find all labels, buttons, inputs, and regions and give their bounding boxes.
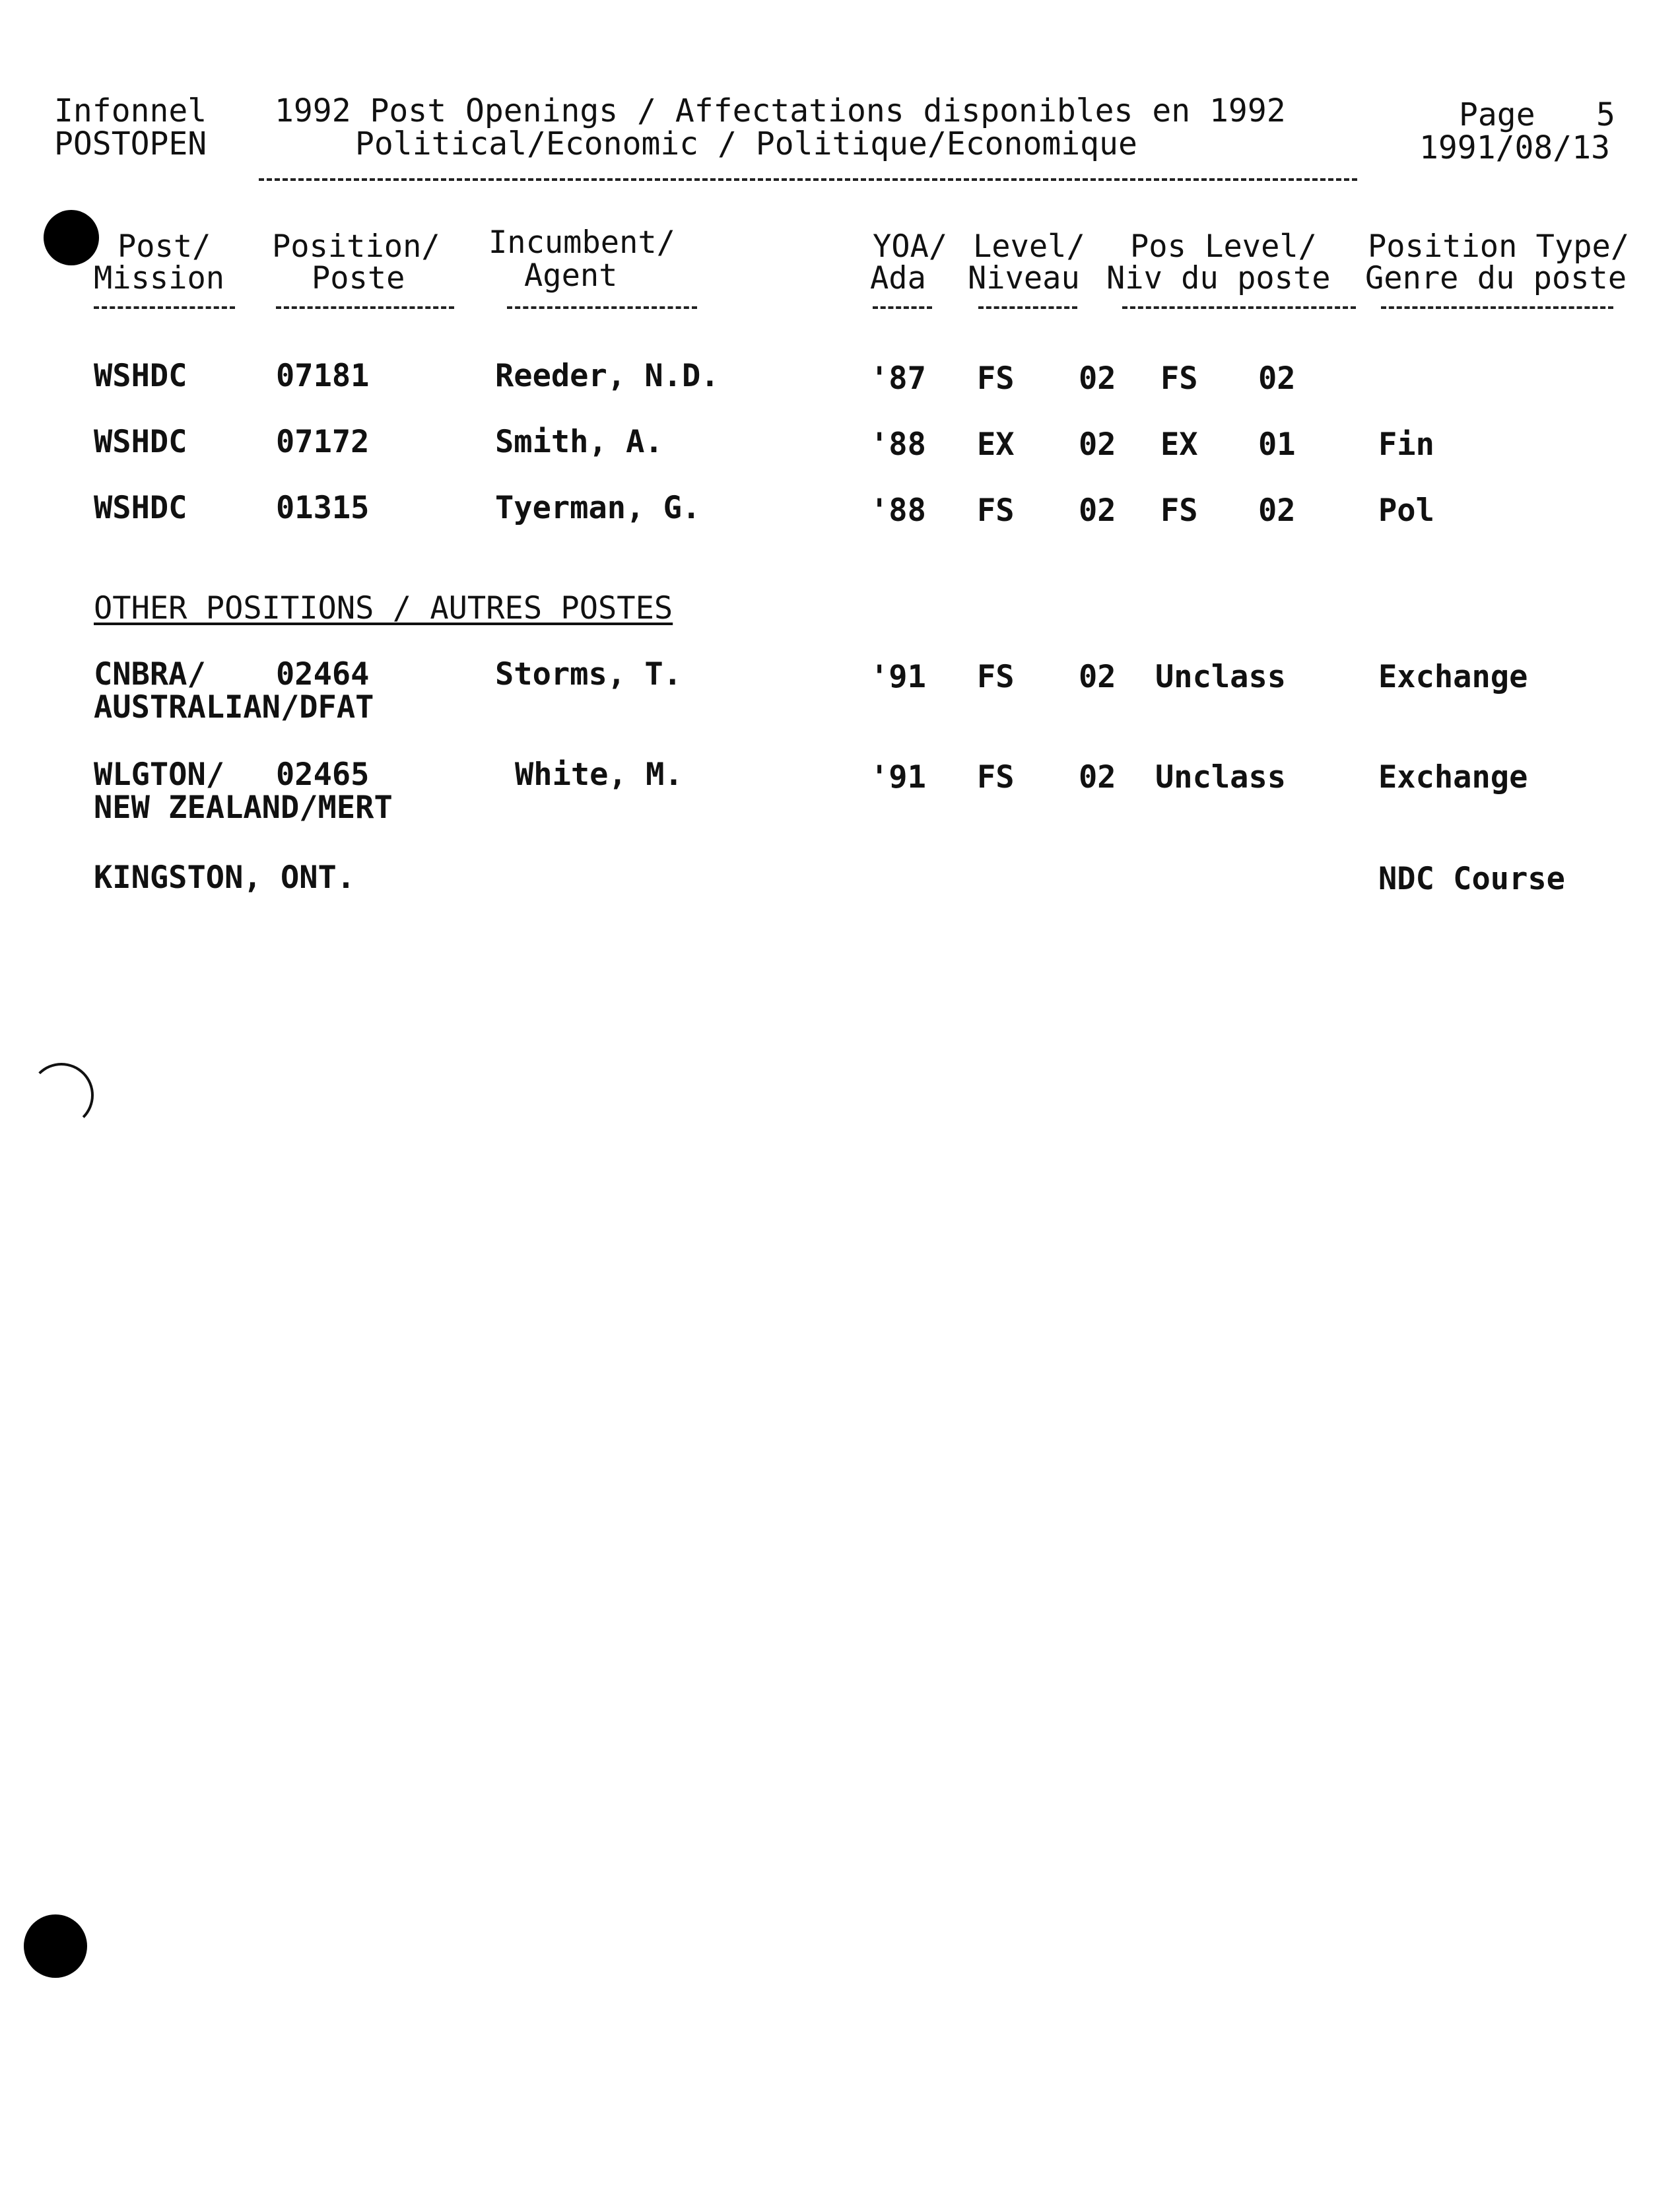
row1-position: 07181 bbox=[276, 358, 370, 394]
last-row-type: NDC Course bbox=[1378, 861, 1565, 897]
other2-incumbent: White, M. bbox=[515, 757, 683, 793]
col-position-line1: Position/ bbox=[272, 228, 440, 265]
col-yoa-line2: Ada bbox=[870, 260, 926, 296]
col-type-line2: Genre du poste bbox=[1365, 260, 1627, 296]
other1-level-num: 02 bbox=[1079, 659, 1116, 695]
row3-level-num: 02 bbox=[1079, 492, 1116, 529]
other1-post-line2: AUSTRALIAN/DFAT bbox=[94, 689, 374, 726]
row1-level-group: FS bbox=[977, 360, 1015, 397]
row2-position: 07172 bbox=[276, 424, 370, 460]
other-positions-heading: OTHER POSITIONS / AUTRES POSTES bbox=[94, 590, 673, 626]
row3-yoa: '88 bbox=[870, 492, 926, 529]
other2-poslevel: Unclass bbox=[1155, 759, 1287, 795]
col-yoa-rule bbox=[873, 306, 932, 309]
col-type-rule bbox=[1381, 306, 1613, 309]
row3-type: Pol bbox=[1378, 492, 1434, 529]
other1-yoa: '91 bbox=[870, 659, 926, 695]
other2-yoa: '91 bbox=[870, 759, 926, 795]
col-poslevel-line1: Pos Level/ bbox=[1130, 228, 1317, 265]
row2-poslevel-group: EX bbox=[1160, 426, 1198, 463]
row1-post: WSHDC bbox=[94, 358, 187, 394]
row2-type: Fin bbox=[1378, 426, 1434, 463]
row2-poslevel-num: 01 bbox=[1258, 426, 1296, 463]
other2-level-group: FS bbox=[977, 759, 1015, 795]
report-code: POSTOPEN bbox=[54, 125, 207, 162]
col-poslevel-rule bbox=[1122, 306, 1356, 309]
row1-level-num: 02 bbox=[1079, 360, 1116, 397]
col-incumbent-rule bbox=[507, 306, 697, 309]
col-level-rule bbox=[978, 306, 1077, 309]
col-level-line1: Level/ bbox=[973, 228, 1085, 265]
other1-level-group: FS bbox=[977, 659, 1015, 695]
row3-poslevel-num: 02 bbox=[1258, 492, 1296, 529]
col-yoa-line1: YOA/ bbox=[873, 228, 948, 265]
row3-poslevel-group: FS bbox=[1160, 492, 1198, 529]
page-number: 5 bbox=[1596, 96, 1615, 133]
row1-poslevel-group: FS bbox=[1160, 360, 1198, 397]
report-subtitle: Political/Economic / Politique/Economique bbox=[355, 125, 1137, 162]
punch-hole-top bbox=[44, 210, 99, 265]
col-type-line1: Position Type/ bbox=[1368, 228, 1630, 265]
col-level-line2: Niveau bbox=[968, 260, 1080, 296]
col-incumbent-line2: Agent bbox=[524, 257, 618, 294]
punch-hole-middle-outline bbox=[29, 1063, 94, 1128]
report-date: 1991/08/13 bbox=[1419, 129, 1610, 166]
other2-post: WLGTON/ bbox=[94, 757, 225, 793]
row2-level-num: 02 bbox=[1079, 426, 1116, 463]
col-position-rule bbox=[276, 306, 454, 309]
row3-post: WSHDC bbox=[94, 490, 187, 526]
col-poslevel-line2: Niv du poste bbox=[1106, 260, 1331, 296]
row1-yoa: '87 bbox=[870, 360, 926, 397]
title-underline bbox=[259, 178, 1357, 181]
other2-level-num: 02 bbox=[1079, 759, 1116, 795]
col-post-line1: Post/ bbox=[118, 228, 211, 265]
row2-yoa: '88 bbox=[870, 426, 926, 463]
other1-incumbent: Storms, T. bbox=[495, 656, 682, 693]
col-incumbent-line1: Incumbent/ bbox=[488, 224, 675, 261]
row2-incumbent: Smith, A. bbox=[495, 424, 663, 460]
other2-type: Exchange bbox=[1378, 759, 1528, 795]
row3-level-group: FS bbox=[977, 492, 1015, 529]
other2-position: 02465 bbox=[276, 757, 370, 793]
other1-poslevel: Unclass bbox=[1155, 659, 1287, 695]
other2-post-line2: NEW ZEALAND/MERT bbox=[94, 790, 393, 826]
report-title: 1992 Post Openings / Affectations disponibles en 1992 bbox=[275, 92, 1286, 129]
system-name: Infonnel bbox=[54, 92, 207, 129]
row1-incumbent: Reeder, N.D. bbox=[495, 358, 720, 394]
col-position-line2: Poste bbox=[312, 260, 405, 296]
punch-hole-bottom bbox=[24, 1914, 87, 1978]
other1-position: 02464 bbox=[276, 656, 370, 693]
row2-level-group: EX bbox=[977, 426, 1015, 463]
last-row-post: KINGSTON, ONT. bbox=[94, 860, 356, 896]
other1-type: Exchange bbox=[1378, 659, 1528, 695]
other1-post: CNBRA/ bbox=[94, 656, 206, 693]
row2-post: WSHDC bbox=[94, 424, 187, 460]
col-post-rule bbox=[94, 306, 235, 309]
row3-incumbent: Tyerman, G. bbox=[495, 490, 701, 526]
col-post-line2: Mission bbox=[94, 260, 225, 296]
row1-poslevel-num: 02 bbox=[1258, 360, 1296, 397]
page-label: Page bbox=[1459, 96, 1535, 133]
row3-position: 01315 bbox=[276, 490, 370, 526]
